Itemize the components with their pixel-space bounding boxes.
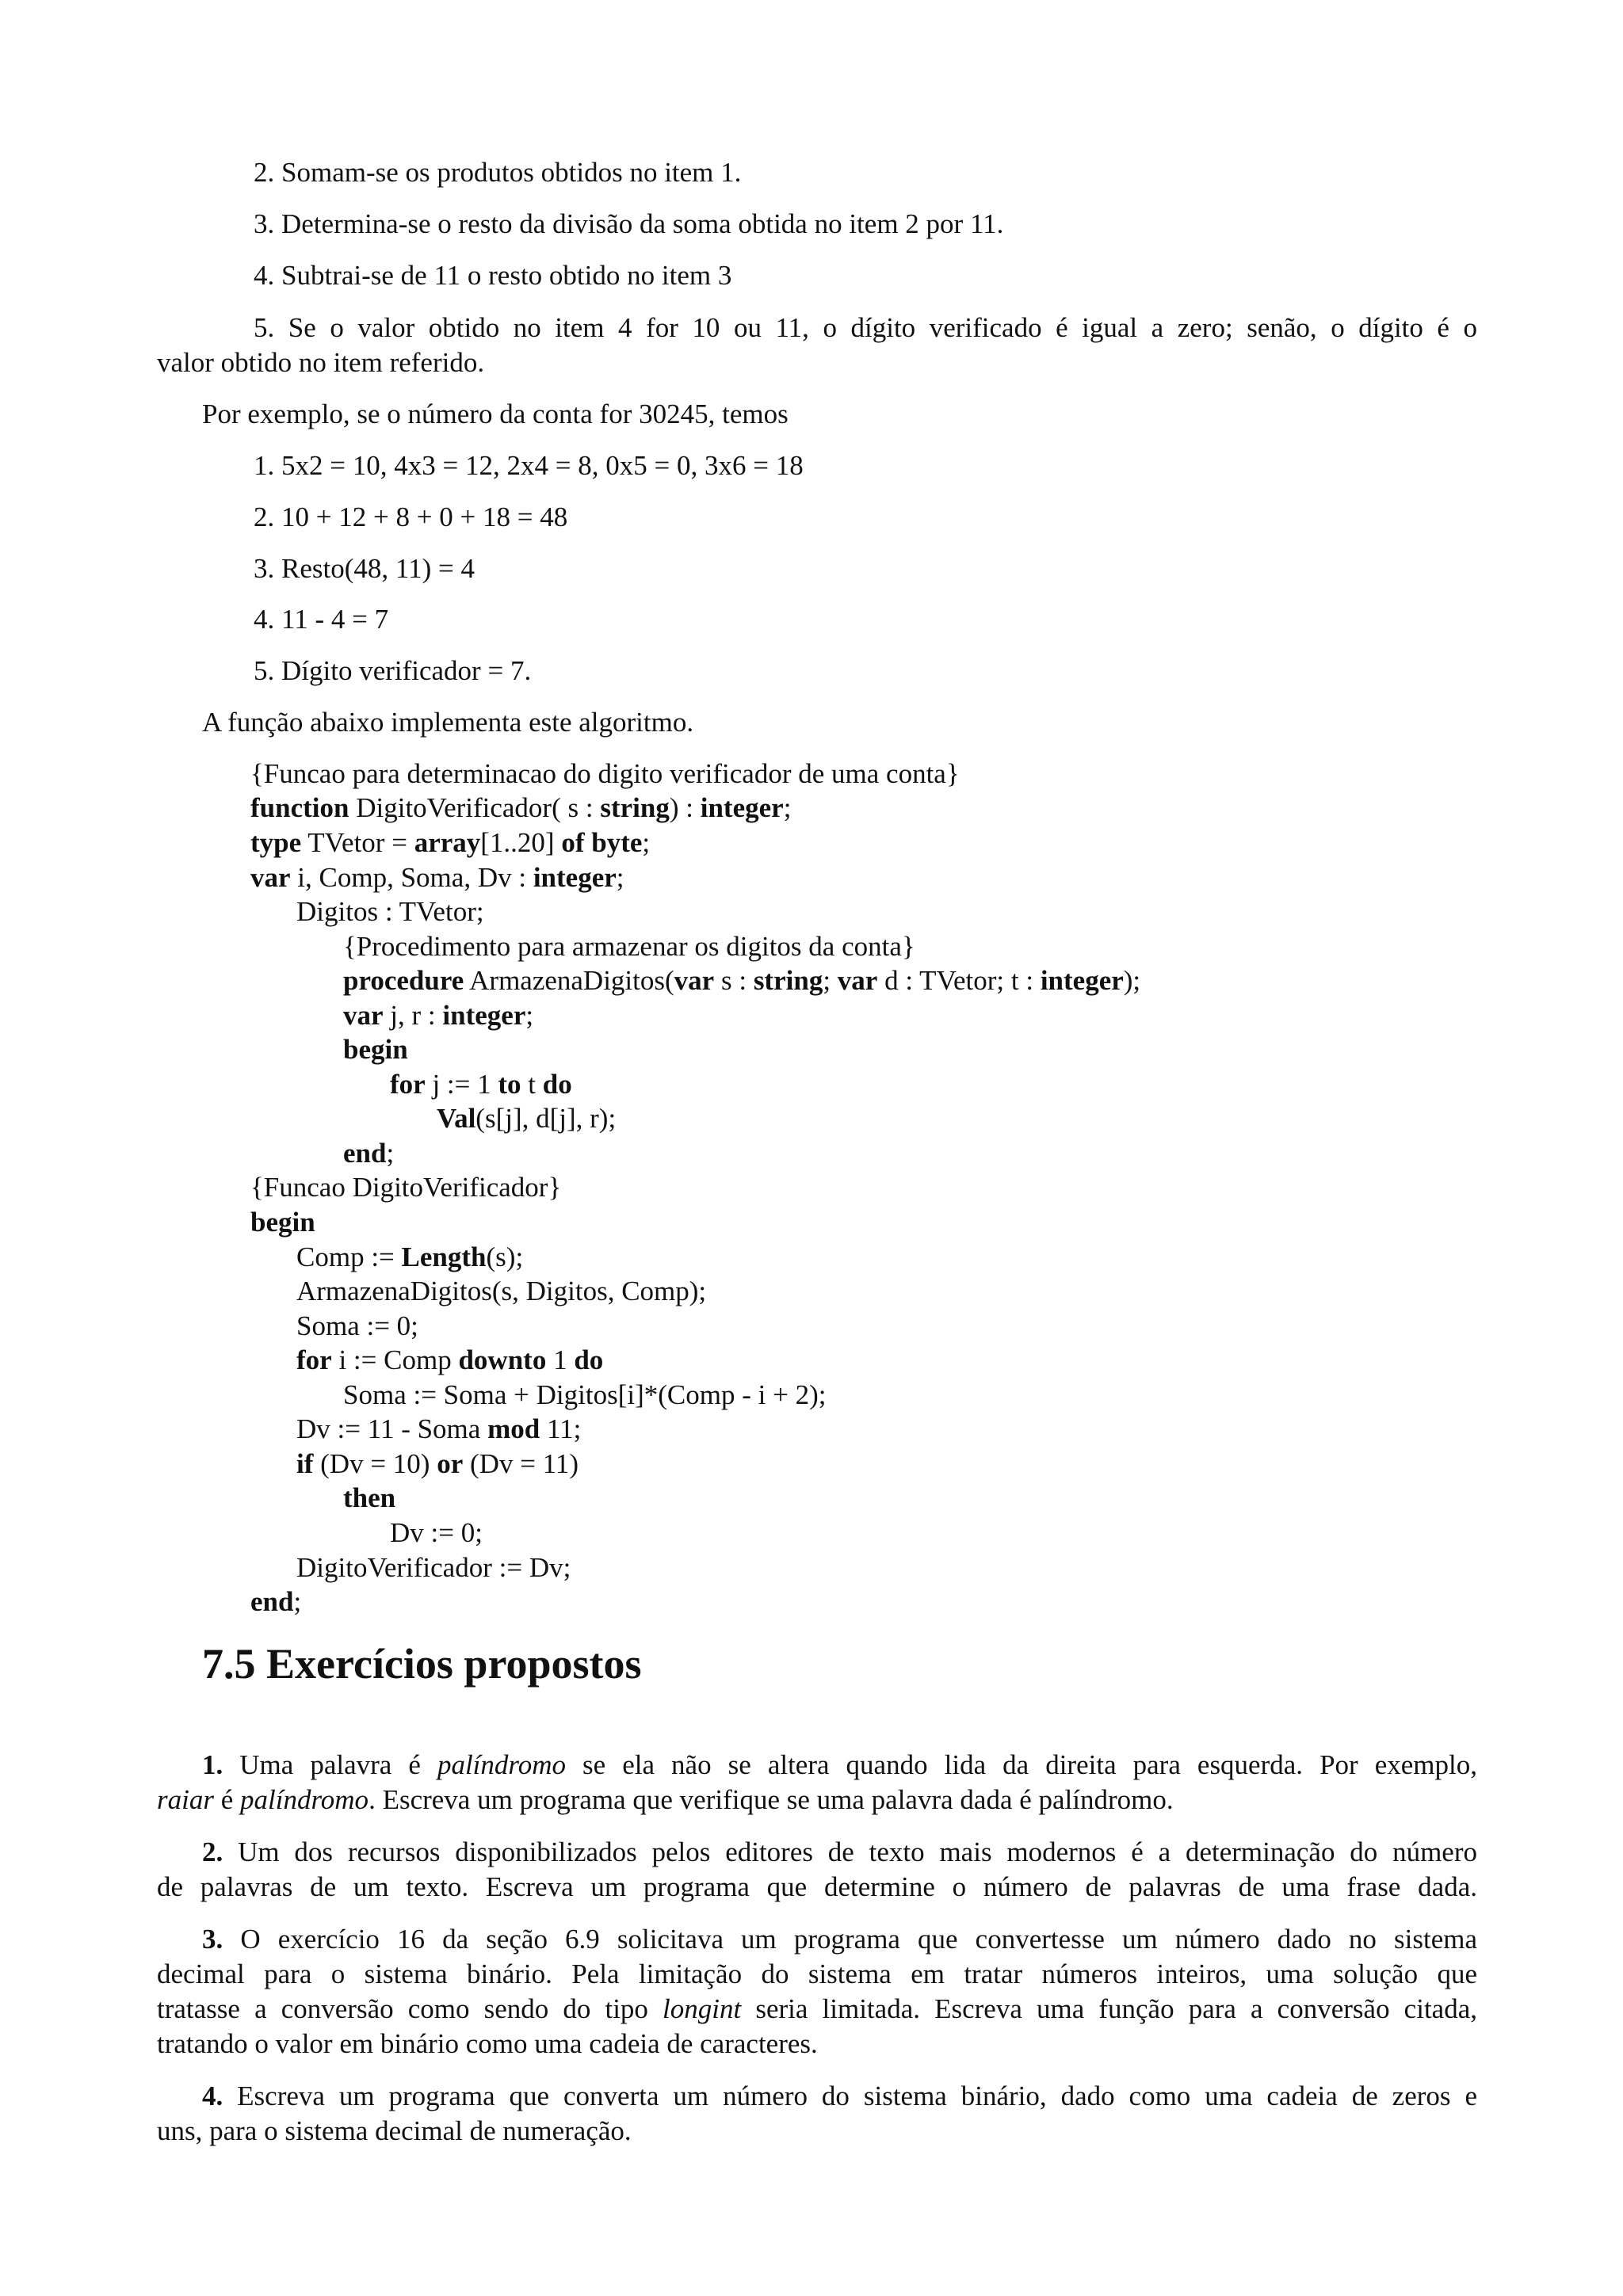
code-text: (s[j], d[j], r); — [475, 1103, 617, 1134]
code-return-assign: DigitoVerificador := Dv; — [296, 1552, 571, 1583]
code-var-declaration — [250, 860, 624, 895]
example-step-2: 2. 10 + 12 + 8 + 0 + 18 = 48 — [254, 502, 568, 532]
text: seria limitada. Escreva uma função para a conversão citada, — [741, 1993, 1477, 2024]
keyword: end — [343, 1138, 387, 1169]
code-text: DigitoVerificador( s : — [349, 792, 601, 823]
exercise-3-line-2: decimal para o sistema binário. Pela limitação do sistema em tratar números inteiros, uma solução que — [157, 1958, 1477, 1989]
keyword: var — [250, 862, 291, 893]
code-text: ; — [525, 1000, 534, 1031]
code-text: ; — [386, 1138, 395, 1169]
keyword: string — [600, 792, 670, 823]
code-text: i, Comp, Soma, Dv : — [290, 862, 533, 893]
code-procedure-end — [343, 1136, 394, 1171]
code-text: ; — [642, 827, 651, 858]
code-text: j := 1 — [425, 1069, 498, 1100]
keyword: var — [837, 965, 878, 996]
code-text: s : — [714, 965, 754, 996]
keyword: var — [674, 965, 715, 996]
text: O exercício 16 da seção 6.9 solicitava um programa que convertesse um número dado no sistema — [223, 1924, 1477, 1955]
text: Escreva um programa que converta um número do sistema binário, dado como uma cadeia de zeros e — [223, 2081, 1477, 2111]
code-text: ; — [616, 862, 624, 893]
code-text: ) : — [669, 792, 701, 823]
code-text: Comp := — [296, 1241, 402, 1272]
code-text: ArmazenaDigitos( — [464, 965, 674, 996]
step-4: 4. Subtrai-se de 11 o resto obtido no item 3 — [254, 260, 732, 291]
code-text: (s); — [486, 1241, 524, 1272]
keyword: integer — [1040, 965, 1124, 996]
keyword: for — [296, 1344, 332, 1375]
keyword: array — [414, 827, 481, 858]
keyword: downto — [458, 1344, 547, 1375]
keyword: end — [250, 1586, 294, 1617]
exercise-3-line-3 — [157, 1992, 1477, 2027]
exercise-number: 1. — [202, 1749, 223, 1780]
code-text: t — [521, 1069, 543, 1100]
keyword: integer — [442, 1000, 526, 1031]
code-comment-function: {Funcao DigitoVerificador} — [250, 1172, 562, 1203]
exercise-2-line-1 — [202, 1835, 1477, 1870]
code-function-begin: begin — [250, 1207, 315, 1238]
text: é — [213, 1784, 241, 1815]
code-if-condition — [296, 1447, 579, 1482]
code-comp-assign — [296, 1240, 523, 1275]
italic-term: longint — [663, 1993, 742, 2024]
exercise-3-line-1 — [202, 1922, 1477, 1957]
code-val-call — [437, 1101, 616, 1136]
keyword: do — [542, 1069, 572, 1100]
code-procedure-signature — [343, 963, 1140, 998]
code-text: TVetor = — [301, 827, 414, 858]
code-text: Dv := 11 - Soma — [296, 1413, 488, 1444]
keyword: for — [390, 1069, 426, 1100]
keyword: integer — [533, 862, 617, 893]
exercise-2-line-2: de palavras de um texto. Escreva um programa que determine o número de palavras de uma frase dada. — [157, 1871, 1477, 1902]
code-then: then — [343, 1482, 396, 1513]
keyword: var — [343, 1000, 384, 1031]
keyword: if — [296, 1448, 314, 1479]
keyword: mod — [487, 1413, 540, 1444]
code-digitos-declaration: Digitos : TVetor; — [296, 896, 484, 927]
code-text: ); — [1123, 965, 1141, 996]
code-armazena-call: ArmazenaDigitos(s, Digitos, Comp); — [296, 1276, 707, 1306]
keyword: of byte — [561, 827, 643, 858]
keyword: or — [437, 1448, 464, 1479]
italic-term: raiar — [157, 1784, 214, 1815]
code-function-signature — [250, 791, 791, 826]
code-text: [1..20] — [480, 827, 562, 858]
exercise-number: 3. — [202, 1924, 223, 1955]
function-intro: A função abaixo implementa este algoritmo. — [202, 707, 694, 738]
keyword: Length — [401, 1241, 487, 1272]
code-text: i := Comp — [331, 1344, 459, 1375]
code-text: (Dv = 11) — [463, 1448, 579, 1479]
exercise-1-line-1 — [202, 1748, 1477, 1783]
code-comment-procedure: {Procedimento para armazenar os digitos da conta} — [343, 931, 915, 962]
code-dv-assign — [296, 1412, 581, 1447]
code-text: (Dv = 10) — [313, 1448, 437, 1479]
exercise-4-line-1 — [202, 2079, 1477, 2114]
code-procedure-var — [343, 998, 533, 1033]
text: se ela não se altera quando lida da direita para esquerda. Por exemplo, — [566, 1749, 1477, 1780]
exercise-3-line-4: tratando o valor em binário como uma cadeia de caracteres. — [157, 2028, 818, 2059]
code-text: 11; — [540, 1413, 582, 1444]
keyword: Val — [437, 1103, 476, 1134]
keyword: function — [250, 792, 349, 823]
text: tratasse a conversão como sendo do tipo — [157, 1993, 663, 2024]
exercise-number: 4. — [202, 2081, 223, 2111]
code-type-declaration — [250, 826, 650, 860]
exercise-1-line-2 — [157, 1783, 1174, 1817]
section-heading: 7.5 Exercícios propostos — [202, 1640, 642, 1688]
code-function-end — [250, 1585, 301, 1619]
step-5-line-1: 5. Se o valor obtido no item 4 for 10 ou 11, o dígito verificado é igual a zero; senão, o dígito é o — [254, 312, 1477, 343]
code-soma-accumulate: Soma := Soma + Digitos[i]*(Comp - i + 2); — [343, 1379, 827, 1410]
exercise-4-line-2: uns, para o sistema decimal de numeração. — [157, 2115, 632, 2146]
code-for-downto — [296, 1343, 603, 1378]
keyword: type — [250, 827, 302, 858]
example-step-4: 4. 11 - 4 = 7 — [254, 604, 389, 635]
example-step-5: 5. Dígito verificador = 7. — [254, 655, 532, 686]
example-step-3: 3. Resto(48, 11) = 4 — [254, 553, 475, 584]
code-text: d : TVetor; t : — [877, 965, 1041, 996]
exercise-number: 2. — [202, 1836, 223, 1867]
code-text: ; — [293, 1586, 302, 1617]
code-text: ; — [783, 792, 792, 823]
keyword: procedure — [343, 965, 464, 996]
keyword: do — [574, 1344, 604, 1375]
step-2: 2. Somam-se os produtos obtidos no item 1. — [254, 157, 742, 188]
text: . Escreva um programa que verifique se uma palavra dada é palíndromo. — [369, 1784, 1174, 1815]
code-procedure-begin: begin — [343, 1034, 408, 1065]
code-text: 1 — [546, 1344, 575, 1375]
code-soma-init: Soma := 0; — [296, 1310, 418, 1341]
example-intro: Por exemplo, se o número da conta for 30245, temos — [202, 399, 789, 429]
step-5-line-2: valor obtido no item referido. — [157, 347, 485, 378]
code-comment-header: {Funcao para determinacao do digito verificador de uma conta} — [250, 758, 960, 789]
text: Uma palavra é — [223, 1749, 437, 1780]
keyword: to — [498, 1069, 521, 1100]
code-dv-zero: Dv := 0; — [390, 1517, 483, 1548]
italic-term: palíndromo — [240, 1784, 369, 1815]
code-for-loop — [390, 1067, 572, 1102]
text: Um dos recursos disponibilizados pelos editores de texto mais modernos é a determinação do número — [223, 1836, 1477, 1867]
example-step-1: 1. 5x2 = 10, 4x3 = 12, 2x4 = 8, 0x5 = 0, 3x6 = 18 — [254, 450, 804, 481]
code-text: ; — [823, 965, 838, 996]
italic-term: palíndromo — [437, 1749, 566, 1780]
code-text: j, r : — [383, 1000, 443, 1031]
step-3: 3. Determina-se o resto da divisão da soma obtida no item 2 por 11. — [254, 208, 1004, 239]
keyword: integer — [700, 792, 784, 823]
keyword: string — [753, 965, 823, 996]
